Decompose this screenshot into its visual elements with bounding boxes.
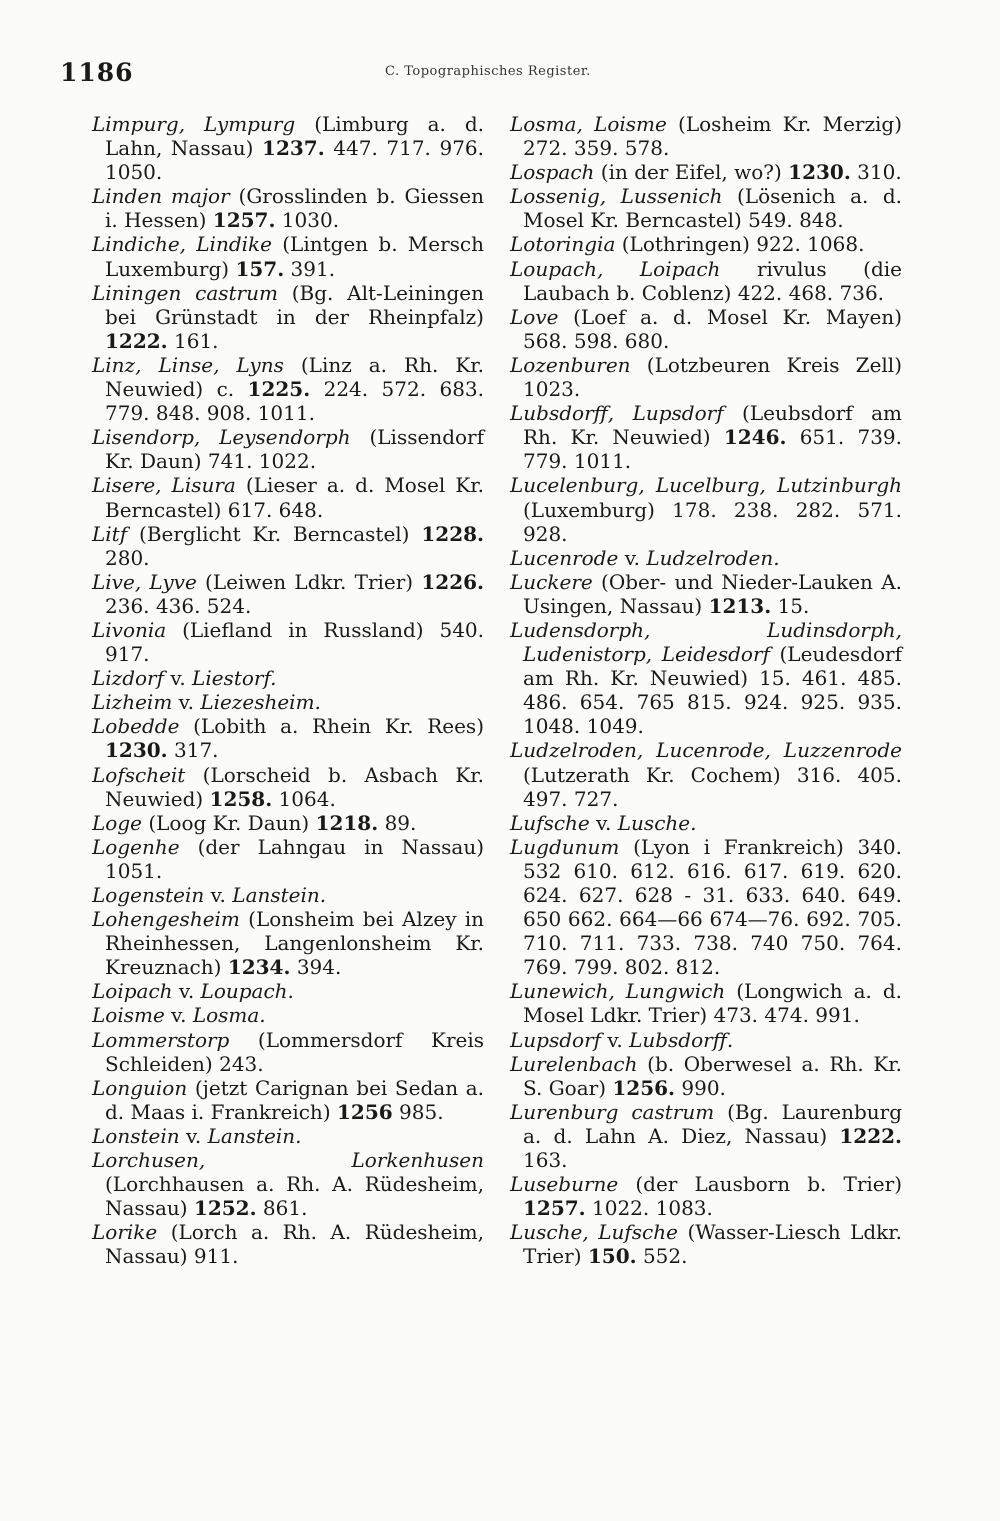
entry-see: Losma. bbox=[192, 1003, 266, 1028]
register-entry bbox=[92, 618, 484, 666]
entry-name: Loipach bbox=[92, 979, 173, 1004]
entry-year: 1225. bbox=[247, 377, 311, 402]
entry-name: Lofscheit bbox=[92, 762, 186, 787]
entry-desc: (Lutzerath Kr. Cochem) 316. 405. 497. 727. bbox=[523, 762, 902, 811]
register-entry bbox=[92, 1148, 484, 1220]
entry-refs: 89. bbox=[384, 810, 417, 835]
entry-name: Lugdunum bbox=[510, 834, 620, 859]
entry-name: Lizdorf bbox=[92, 666, 165, 691]
entry-name: Lindiche, Lindike bbox=[92, 232, 272, 257]
register-entry bbox=[510, 811, 902, 835]
entry-desc: (Ober- und Nieder-Lauken A. Usingen, Nassau) bbox=[523, 569, 902, 618]
register-entry bbox=[92, 112, 484, 184]
entry-refs: 985. bbox=[399, 1099, 444, 1124]
entry-refs: 236. 436. 524. bbox=[105, 593, 252, 618]
entry-desc: v. bbox=[170, 666, 186, 691]
right-column bbox=[510, 112, 902, 1269]
entry-desc: v. bbox=[596, 810, 612, 835]
register-entry bbox=[510, 618, 902, 738]
register-entry bbox=[92, 425, 484, 473]
entry-name: Linz, Linse, Lyns bbox=[92, 352, 284, 377]
entry-name: Luckere bbox=[510, 569, 593, 594]
entry-year: 1213. bbox=[708, 593, 772, 618]
entry-desc: v. bbox=[171, 1003, 187, 1028]
entry-name: Losma, Loisme bbox=[510, 112, 667, 136]
entry-desc: (b. Oberwesel a. Rh. Kr. S. Goar) bbox=[523, 1051, 902, 1100]
entry-desc: (der Lausborn b. Trier) bbox=[635, 1172, 902, 1197]
entry-desc: (Lissendorf Kr. Daun) 741. 1022. bbox=[105, 425, 484, 474]
register-entry bbox=[92, 690, 484, 714]
register-entry bbox=[510, 835, 902, 980]
register-entry bbox=[92, 1076, 484, 1124]
entry-year: 1226. bbox=[421, 569, 484, 594]
entry-name: Ludzelroden, Lucenrode, Luzzenrode bbox=[510, 738, 902, 763]
entry-name: Lunewich, Lungwich bbox=[510, 979, 726, 1004]
entry-desc: (Bg. Laurenburg a. d. Lahn A. Diez, Nassau) bbox=[523, 1099, 902, 1148]
entry-name: Lufsche bbox=[510, 810, 590, 835]
register-entry bbox=[92, 1124, 484, 1148]
entry-desc: v. bbox=[210, 883, 226, 907]
entry-name: Lozenburen bbox=[510, 352, 631, 377]
register-entry bbox=[92, 522, 484, 570]
entry-name: Love bbox=[510, 304, 559, 329]
entry-name: Loupach, Loipach bbox=[510, 256, 721, 281]
entry-desc: (der Lahngau in Nassau) 1051. bbox=[105, 834, 485, 883]
entry-name: Lorchusen, Lorkenhusen bbox=[92, 1148, 484, 1173]
entry-desc: (Lorscheid b. Asbach Kr. Neuwied) bbox=[105, 762, 484, 811]
entry-year: 157. bbox=[235, 256, 285, 281]
entry-name: Lurelenbach bbox=[510, 1051, 638, 1076]
entry-desc: (Limburg a. d. Lahn, Nassau) bbox=[105, 112, 484, 161]
entry-refs: 1022. 1083. bbox=[592, 1196, 713, 1221]
entry-see: Liestorf. bbox=[192, 666, 277, 691]
entry-desc: (Berglicht Kr. Berncastel) bbox=[139, 521, 410, 546]
entry-name: Logenhe bbox=[92, 834, 180, 859]
entry-desc: (in der Eifel, wo?) bbox=[600, 160, 782, 185]
entry-name: Lizheim bbox=[92, 690, 173, 715]
entry-name: Linden major bbox=[92, 184, 230, 209]
entry-see: Lusche. bbox=[617, 810, 697, 835]
register-entry bbox=[92, 666, 484, 690]
register-entry bbox=[92, 763, 484, 811]
entry-name: Livonia bbox=[92, 617, 167, 642]
register-entry bbox=[510, 1172, 902, 1220]
entry-name: Lonstein bbox=[92, 1123, 180, 1148]
register-entry bbox=[510, 1100, 902, 1172]
entry-desc: (Loog Kr. Daun) bbox=[148, 810, 310, 835]
entry-name: Lurenburg castrum bbox=[510, 1099, 715, 1124]
entry-refs: 317. bbox=[174, 738, 219, 763]
entry-name: Limpurg, Lympurg bbox=[92, 112, 296, 136]
register-entry bbox=[510, 546, 902, 570]
entry-refs: 391. bbox=[290, 256, 336, 281]
entry-refs: 990. bbox=[681, 1075, 726, 1100]
entry-name: Lisendorp, Leysendorph bbox=[92, 425, 351, 450]
register-entry bbox=[92, 907, 484, 979]
entry-name: Lobedde bbox=[92, 714, 180, 739]
entry-desc: (Bg. Alt-Leiningen bei Grünstadt in der Rheinpfalz) bbox=[105, 280, 485, 329]
register-entry bbox=[510, 1028, 902, 1052]
entry-refs: 552. bbox=[642, 1244, 688, 1269]
entry-refs: 224. 572. 683. 779. 848. 908. 1011. bbox=[105, 377, 484, 426]
entry-name: Litf bbox=[92, 521, 128, 546]
entry-desc: (Lobith a. Rhein Kr. Rees) bbox=[193, 714, 485, 739]
register-entry bbox=[510, 232, 902, 256]
entry-desc: (Lyon i Frankreich) 340. 532 610. 612. 616. 617. 619. 620. 624. 627. 628 - 31. 633. 640. 649. 650 662. 664—66 674—76. 692. 705. 710. 711. 733. 738. 740 750. 764. 769. 799. 802. 812. bbox=[523, 834, 903, 980]
entry-desc: (Lintgen b. Mersch Luxemburg) bbox=[105, 232, 485, 281]
entry-name: Lossenig, Lussenich bbox=[510, 184, 723, 209]
register-entry bbox=[510, 353, 902, 401]
register-entry bbox=[92, 1028, 484, 1076]
entry-name: Luseburne bbox=[510, 1172, 619, 1197]
entry-refs: 861. bbox=[262, 1196, 308, 1221]
entry-desc: v. bbox=[178, 979, 195, 1004]
entry-desc: v. bbox=[178, 690, 194, 715]
register-entry bbox=[92, 184, 484, 232]
register-entry bbox=[510, 112, 902, 160]
entry-desc: v. bbox=[624, 545, 640, 570]
entry-desc: (Lieser a. d. Mosel Kr. Berncastel) 617. 648. bbox=[105, 473, 485, 522]
running-title: C. Topographisches Register. bbox=[385, 64, 591, 79]
entry-year: 1230. bbox=[105, 738, 168, 763]
entry-year: 1256 bbox=[336, 1099, 393, 1124]
entry-desc: (Lösenich a. d. Mosel Kr. Berncastel) 549. 848. bbox=[523, 184, 902, 233]
register-entry bbox=[510, 979, 902, 1027]
entry-year: 1256. bbox=[612, 1075, 676, 1100]
entry-see: Lanstein. bbox=[207, 1123, 302, 1148]
register-entry bbox=[510, 160, 902, 184]
entry-year: 1252. bbox=[193, 1196, 257, 1221]
entry-desc: (Lommersdorf Kreis Schleiden) 243. bbox=[105, 1027, 484, 1076]
register-entry bbox=[510, 184, 902, 232]
entry-name: Ludensdorph, Ludinsdorph, Ludenistorp, Leidesdorf bbox=[510, 617, 902, 667]
entry-name: Lupsdorf bbox=[510, 1027, 602, 1052]
entry-name: Lommerstorp bbox=[92, 1027, 230, 1052]
entry-desc: (Lorchhausen a. Rh. A. Rüdesheim, Nassau) bbox=[105, 1172, 484, 1221]
entry-refs: 651. 739. 779. 1011. bbox=[523, 425, 902, 474]
entry-desc: v. bbox=[607, 1027, 623, 1052]
register-entry bbox=[92, 473, 484, 521]
entry-desc: (Lothringen) 922. 1068. bbox=[621, 232, 865, 257]
entry-see: Ludzelroden. bbox=[646, 545, 780, 570]
register-entry bbox=[92, 835, 484, 883]
entry-refs: 1030. bbox=[281, 208, 340, 233]
entry-desc: v. bbox=[185, 1123, 202, 1148]
entry-refs: 1064. bbox=[278, 786, 336, 811]
register-entry bbox=[92, 353, 484, 425]
entry-desc: (Liefland in Russland) 540. 917. bbox=[105, 617, 484, 667]
entry-desc: (Lorch a. Rh. A. Rüdesheim, Nassau) 911. bbox=[105, 1220, 484, 1269]
register-entry bbox=[92, 232, 484, 280]
entry-name: Liningen castrum bbox=[92, 280, 278, 305]
entry-year: 150. bbox=[587, 1244, 637, 1269]
entry-year: 1222. bbox=[105, 328, 168, 353]
register-entry bbox=[92, 883, 484, 907]
entry-year: 1258. bbox=[209, 786, 273, 811]
entry-refs: 310. bbox=[857, 160, 902, 185]
entry-desc: (Losheim Kr. Merzig) 272. 359. 578. bbox=[523, 112, 902, 161]
entry-refs: 394. bbox=[296, 955, 342, 980]
entry-year: 1246. bbox=[723, 425, 787, 450]
register-entry bbox=[510, 473, 902, 545]
left-column bbox=[92, 112, 484, 1269]
entry-refs: 15. bbox=[777, 593, 810, 618]
entry-desc: (Wasser-Liesch Ldkr. Trier) bbox=[523, 1220, 903, 1269]
entry-refs: 280. bbox=[105, 545, 150, 570]
entry-see: Liezesheim. bbox=[200, 690, 321, 715]
register-entry bbox=[510, 570, 902, 618]
register-entry bbox=[92, 281, 484, 353]
entry-desc: (Lonsheim bei Alzey in Rheinhessen, Langenlonsheim Kr. Kreuznach) bbox=[105, 907, 484, 980]
entry-refs: 447. 717. 976. 1050. bbox=[105, 136, 485, 185]
entry-year: 1228. bbox=[421, 521, 485, 546]
entry-refs: 163. bbox=[523, 1148, 568, 1173]
register-entry bbox=[510, 738, 902, 810]
entry-name: Live, Lyve bbox=[92, 569, 197, 594]
entry-name: Lisere, Lisura bbox=[92, 473, 236, 498]
entry-name: Lubsdorff, Lupsdorf bbox=[510, 401, 724, 426]
entry-see: Loupach. bbox=[200, 979, 294, 1004]
entry-year: 1218. bbox=[315, 810, 379, 835]
entry-desc: (Leiwen Ldkr. Trier) bbox=[205, 569, 414, 594]
entry-name: Loisme bbox=[92, 1003, 165, 1028]
entry-desc: (Leubsdorf am Rh. Kr. Neuwied) bbox=[523, 401, 903, 450]
entry-name: Lucelenburg, Lucelburg, Lutzinburgh bbox=[510, 473, 902, 498]
page-number: 1186 bbox=[60, 58, 134, 87]
register-entry bbox=[92, 1220, 484, 1268]
register-entry bbox=[510, 1052, 902, 1100]
register-entry bbox=[510, 1220, 902, 1268]
entry-desc: rivulus (die Laubach b. Coblenz) 422. 468. 736. bbox=[523, 256, 902, 305]
entry-name: Longuion bbox=[92, 1075, 188, 1100]
register-entry bbox=[92, 811, 484, 835]
register-entry bbox=[510, 257, 902, 305]
entry-desc: (Linz a. Rh. Kr. Neuwied) c. bbox=[105, 352, 485, 402]
entry-desc: (Luxemburg) 178. 238. 282. 571. 928. bbox=[523, 497, 902, 546]
entry-year: 1230. bbox=[788, 160, 851, 185]
entry-desc: (jetzt Carignan bei Sedan a. d. Maas i. Frankreich) bbox=[105, 1075, 484, 1124]
entry-name: Lucenrode bbox=[510, 545, 619, 570]
entry-see: Lubsdorff. bbox=[629, 1027, 734, 1052]
register-entry bbox=[510, 305, 902, 353]
entry-year: 1237. bbox=[262, 136, 325, 161]
register-entry bbox=[92, 714, 484, 762]
entry-name: Loge bbox=[92, 810, 142, 835]
entry-name: Lusche, Lufsche bbox=[510, 1220, 678, 1245]
entry-desc: (Loef a. d. Mosel Kr. Mayen) 568. 598. 680. bbox=[523, 304, 902, 353]
entry-year: 1257. bbox=[523, 1196, 586, 1221]
register-entry bbox=[92, 979, 484, 1003]
entry-year: 1234. bbox=[227, 955, 291, 980]
entry-year: 1257. bbox=[212, 208, 276, 233]
entry-desc: (Longwich a. d. Mosel Ldkr. Trier) 473. 474. 991. bbox=[523, 979, 902, 1028]
entry-see: Lanstein. bbox=[232, 883, 327, 907]
entry-year: 1222. bbox=[839, 1123, 903, 1148]
entry-desc: (Grosslinden b. Giessen i. Hessen) bbox=[105, 184, 484, 233]
entry-name: Lospach bbox=[510, 160, 595, 185]
register-entry bbox=[92, 570, 484, 618]
entry-desc: (Leudesdorf am Rh. Kr. Neuwied) 15. 461. 485. 486. 654. 765 815. 924. 925. 935. 1048. 1049. bbox=[523, 642, 902, 739]
entry-name: Logenstein bbox=[92, 883, 205, 907]
register-entry bbox=[510, 401, 902, 473]
entry-refs: 161. bbox=[174, 328, 219, 353]
entry-name: Lorike bbox=[92, 1220, 158, 1245]
entry-name: Lotoringia bbox=[510, 232, 616, 257]
register-entry bbox=[92, 1003, 484, 1027]
entry-name: Lohengesheim bbox=[92, 907, 240, 932]
entry-desc: (Lotzbeuren Kreis Zell) 1023. bbox=[523, 352, 903, 402]
